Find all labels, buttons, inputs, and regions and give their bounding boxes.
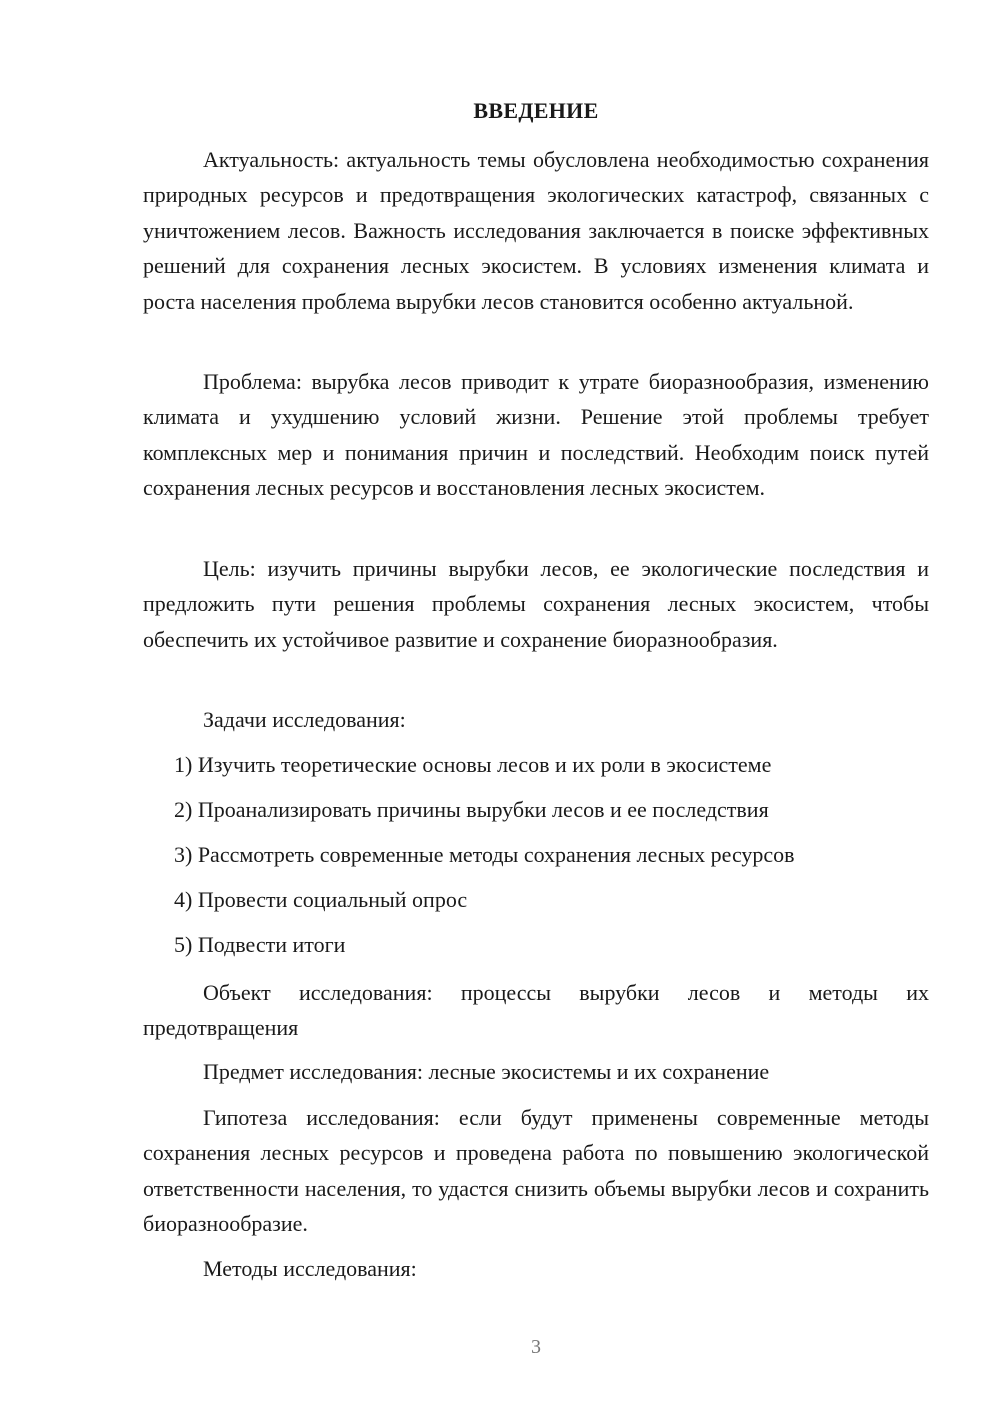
task-item: 4) Провести социальный опрос xyxy=(174,887,468,912)
problem-paragraph: Проблема: вырубка лесов приводит к утрате биоразнообразия, изменению климата и ухудшению условий жизни. Решение этой проблемы требует комплексных мер и понимания причин и последствий. Необходим поиск путей сохранения лесных ресурсов и восстановления лесных экосистем. xyxy=(143,369,929,501)
relevance-paragraph: Актуальность: актуальность темы обусловлена необходимостью сохранения природных ресурсов и предотвращения экологических катастроф, связанных с уничтожением лесов. Важность исследования заключается в поиске эффективных решений для сохранения лесных экосистем. В условиях изменения климата и роста населения проблема вырубки лесов становится особенно актуальной. xyxy=(143,147,929,314)
object-paragraph: Объект исследования: процессы вырубки лесов и методы их предотвращения xyxy=(143,980,929,1041)
subject-paragraph: Предмет исследования: лесные экосистемы и их сохранение xyxy=(203,1059,770,1084)
page-number: 3 xyxy=(531,1336,541,1358)
section-heading: ВВЕДЕНИЕ xyxy=(473,98,599,123)
task-item: 2) Проанализировать причины вырубки лесов и ее последствия xyxy=(174,797,769,822)
task-item: 5) Подвести итоги xyxy=(174,932,346,957)
tasks-title: Задачи исследования: xyxy=(203,707,406,732)
task-item: 3) Рассмотреть современные методы сохранения лесных ресурсов xyxy=(174,842,795,867)
task-item: 1) Изучить теоретические основы лесов и их роли в экосистеме xyxy=(174,752,772,777)
methods-title: Методы исследования: xyxy=(203,1256,417,1281)
goal-paragraph: Цель: изучить причины вырубки лесов, ее экологические последствия и предложить пути решения проблемы сохранения лесных экосистем, чтобы обеспечить их устойчивое развитие и сохранение биоразнообразия. xyxy=(143,556,929,652)
hypothesis-paragraph: Гипотеза исследования: если будут применены современные методы сохранения лесных ресурсов и проведена работа по повышению экологической ответственности населения, то удастся снизить объемы вырубки лесов и сохранить биоразнообразие. xyxy=(143,1105,929,1237)
